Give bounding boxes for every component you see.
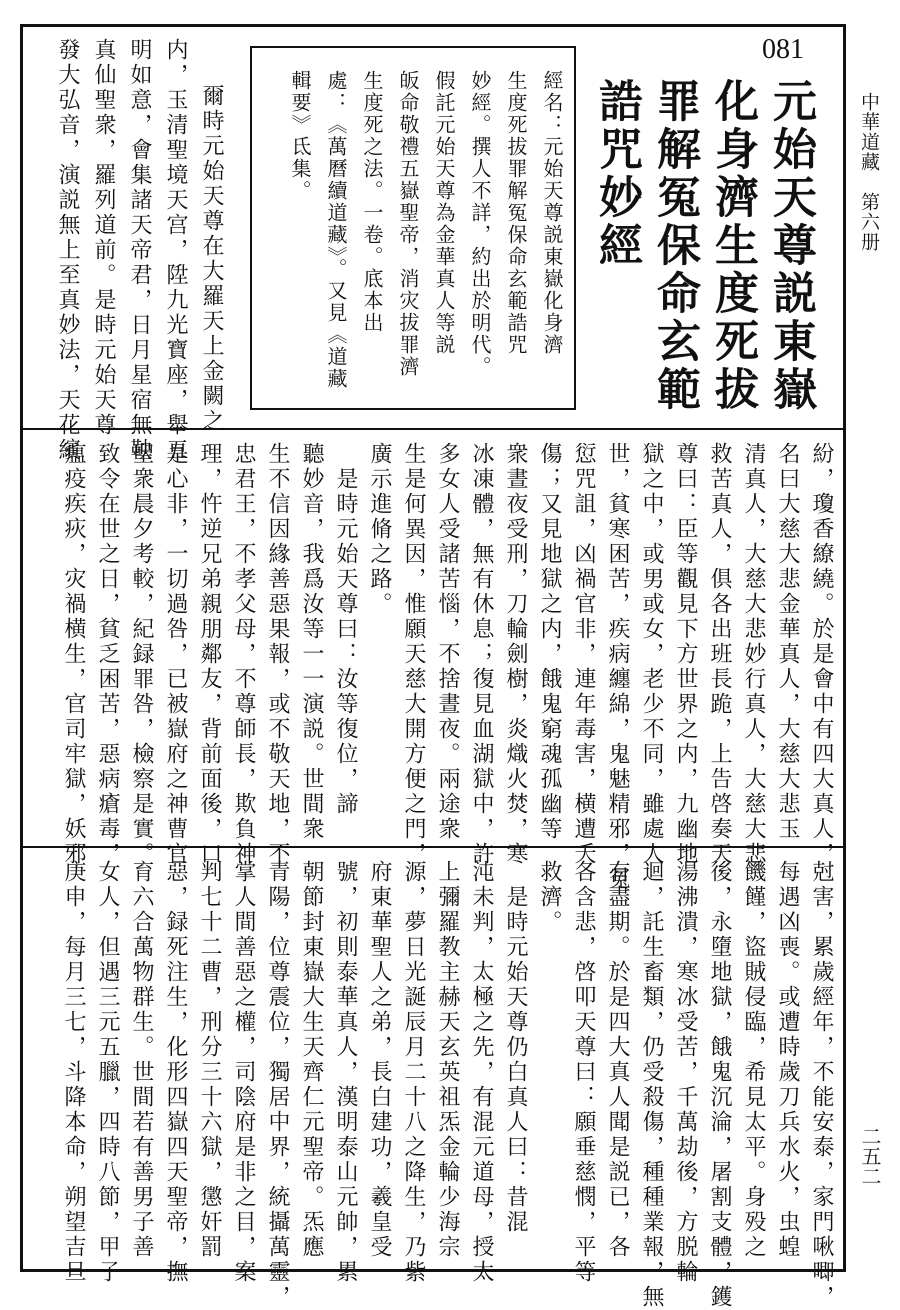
body-line: 是心非，一切過咎，已被嶽府之神曹官: [163, 442, 188, 867]
body-line: 尅害，累歲經年，不能安泰，家門啾唧，: [809, 860, 834, 1310]
info-line: 皈命敬禮五嶽聖帝，消灾拔罪濟: [396, 70, 420, 378]
title-line: 罪解冤保命玄範: [649, 78, 700, 414]
body-line: 真仙聖衆，羅列道前。是時元始天尊: [91, 38, 116, 438]
body-line: 庚申，每月三七，斗降本命，朔望吉旦: [61, 860, 86, 1285]
info-line: 處：《萬曆續道藏》。又見《道藏: [324, 70, 348, 390]
body-line: 理，忤逆兄弟親朋鄰友，背前面後，口: [197, 442, 222, 867]
info-line: 假託元始天尊為金華真人等説: [432, 70, 456, 356]
body-line: 名曰大慈大悲金華真人，大慈大悲玉: [775, 442, 800, 842]
body-line: 源，夢日光誕辰月二十八之降生，乃紫: [401, 860, 426, 1285]
body-line: 號，初則泰華真人，漢明泰山元帥，累: [333, 860, 358, 1285]
body-line: 朝節封東嶽大生天齊仁元聖帝。炁應: [299, 860, 324, 1260]
body-line: 救濟。: [537, 860, 562, 935]
body-line: 上彌羅教主赫天玄英祖炁金輪少海宗: [435, 860, 460, 1260]
body-line: 生是何異因，惟願天慈大開方便之門，: [401, 442, 426, 867]
body-line: 饑饉，盜賊侵臨，希見太平。身殁之: [741, 860, 766, 1260]
body-line: 忠君王，不孝父母，不尊師長，欺負神: [231, 442, 256, 867]
body-line: 聽妙音，我爲汝等一一演説。世間衆: [299, 442, 324, 842]
body-line: 每遇凶喪。或遭時歲刀兵水火，虫蝗: [775, 860, 800, 1260]
body-line: 内，玉清聖境天宫，陞九光寶座，舉五: [163, 38, 188, 463]
info-line: 生度死拔罪解冤保命玄範誥咒: [504, 70, 528, 356]
scripture-number: 081: [762, 34, 804, 65]
body-line: 明如意，會集諸天帝君，日月星宿無鞅: [127, 38, 152, 463]
page-number: 二五二: [858, 1126, 882, 1186]
body-line: 愆咒詛，凶禍官非，連年毒害，横遭夭: [571, 442, 596, 867]
body-line: 生不信因緣善惡果報，或不敬天地，不: [265, 442, 290, 867]
body-line: 傷；又見地獄之内，餓鬼窮魂孤幽等: [537, 442, 562, 842]
body-line: 惡，録死注生，化形四嶽四天聖帝，撫: [163, 860, 188, 1285]
info-line: 經名：元始天尊説東嶽化身濟: [540, 70, 564, 356]
body-line: 是時元始天尊曰：汝等復位，諦: [333, 442, 358, 817]
title-line: 誥咒妙經: [591, 78, 642, 270]
body-line: 沌未判，太極之先，有混元道母，授太: [469, 860, 494, 1285]
running-header: 中華道藏 第六册: [858, 92, 880, 252]
body-line: 冰凍體，無有休息；復見血湖獄中，許: [469, 442, 494, 867]
body-line: 獄之中，或男或女，老少不同，雖處人: [639, 442, 664, 867]
body-line: 掌人間善惡之權，司陰府是非之目，案: [231, 860, 256, 1285]
body-line: 救苦真人，俱各出班長跪，上告啓奏天: [707, 442, 732, 867]
info-line: 輯要》氐集。: [288, 70, 312, 202]
body-line: 爾時元始天尊在大羅天上金闕之: [199, 84, 224, 434]
body-line: 致令在世之日，貧乏困苦，惡病瘡毒，: [95, 442, 120, 867]
body-line: 判七十二曹，刑分三十六獄，懲奸罰: [197, 860, 222, 1260]
title-line: 化身濟生度死拔: [707, 78, 758, 414]
body-line: 紛，瓊香繚繞。於是會中有四大真人，: [809, 442, 834, 867]
body-line: 聖衆晨夕考較，紀録罪咎，檢察是實。: [129, 442, 154, 867]
body-line: 衆晝夜受刑，刀輪劍樹，炎熾火焚，寒: [503, 442, 528, 867]
body-line: 世，貧寒困苦，疾病纏綿，鬼魅精邪，冤: [605, 442, 630, 892]
body-line: 女人，但遇三元五臘，四時八節，甲子: [95, 860, 120, 1285]
body-line: 清真人，大慈大悲妙行真人，大慈大悲: [741, 442, 766, 867]
body-line: 多女人受諸苦惱，不捨晝夜。兩途衆: [435, 442, 460, 842]
body-line: 瘟疫疾疢，灾禍横生，官司牢獄，妖邪: [61, 442, 86, 867]
body-line: 後，永墮地獄，餓鬼沉淪，屠割支體，鑊: [707, 860, 732, 1310]
body-line: 迴，託生畜類，仍受殺傷，種種業報，無: [639, 860, 664, 1310]
body-line: 湯沸潰，寒冰受苦，千萬劫後，方脱輪: [673, 860, 698, 1285]
body-line: 是時元始天尊仍白真人曰：昔混: [503, 860, 528, 1235]
body-line: 府東華聖人之弟，長白建功，羲皇受: [367, 860, 392, 1260]
scripture-info-box: [250, 46, 576, 410]
body-line: 發大弘音，演説無上至真妙法，天花繽: [55, 38, 80, 463]
info-line: 妙經。撰人不詳，約出於明代。: [468, 70, 492, 378]
body-line: 各含悲，啓叩天尊曰：願垂慈憫，平等: [571, 860, 596, 1285]
body-line: 尊曰：臣等觀見下方世界之内，九幽地: [673, 442, 698, 867]
title-line: 元始天尊説東嶽: [765, 78, 816, 414]
body-line: 育六合萬物群生。世間若有善男子善: [129, 860, 154, 1260]
body-line: 青陽，位尊震位，獨居中界，統攝萬靈，: [265, 860, 290, 1310]
info-line: 生度死之法。一卷。底本出: [360, 70, 384, 334]
body-line: 有盡期。於是四大真人聞是説已，各: [605, 860, 630, 1260]
body-line: 廣示進脩之路。: [367, 442, 392, 617]
